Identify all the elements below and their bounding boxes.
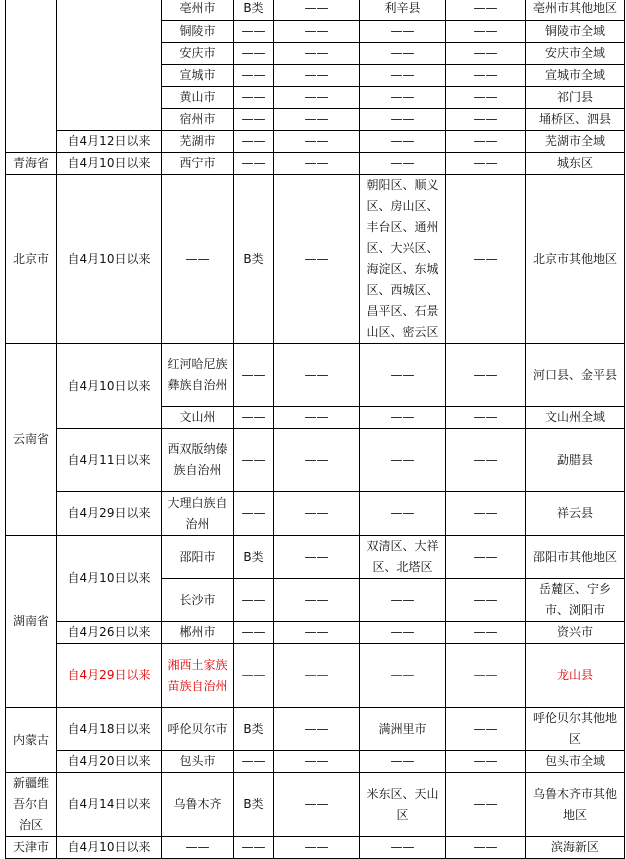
class-cell: —— (234, 622, 274, 644)
area-cell: 北京市其他地区 (526, 175, 625, 344)
col7-cell: —— (446, 131, 526, 153)
class-cell: —— (234, 344, 274, 407)
col5-cell: —— (274, 536, 360, 579)
class-cell: B类 (234, 0, 274, 21)
col6-cell: —— (360, 579, 446, 622)
col5-cell: —— (274, 837, 360, 859)
province-cell: 青海省 (6, 153, 57, 175)
col7-cell: —— (446, 0, 526, 21)
area-cell: 资兴市 (526, 622, 625, 644)
class-cell: —— (234, 87, 274, 109)
col6-cell: —— (360, 43, 446, 65)
city-cell: 包头市 (162, 751, 234, 773)
col6-cell: —— (360, 109, 446, 131)
date-cell: 自4月14日以来 (57, 773, 162, 837)
city-cell: 呼伦贝尔市 (162, 708, 234, 751)
col7-cell: —— (446, 644, 526, 708)
col5-cell: —— (274, 0, 360, 21)
col6-cell: —— (360, 131, 446, 153)
col5-cell: —— (274, 87, 360, 109)
col7-cell: —— (446, 344, 526, 407)
city-cell: 黄山市 (162, 87, 234, 109)
class-cell: B类 (234, 708, 274, 751)
col6-cell: 米东区、天山区 (360, 773, 446, 837)
date-cell: 自4月26日以来 (57, 622, 162, 644)
city-cell: 邵阳市 (162, 536, 234, 579)
area-cell: 宣城市全域 (526, 65, 625, 87)
area-cell: 乌鲁木齐市其他地区 (526, 773, 625, 837)
class-cell: —— (234, 109, 274, 131)
city-cell: —— (162, 175, 234, 344)
col5-cell: —— (274, 175, 360, 344)
class-cell: —— (234, 429, 274, 492)
area-cell: 文山州全域 (526, 407, 625, 429)
area-cell: 埇桥区、泗县 (526, 109, 625, 131)
col5-cell: —— (274, 109, 360, 131)
col6-cell: —— (360, 492, 446, 536)
area-cell: 包头市全域 (526, 751, 625, 773)
city-cell: 宣城市 (162, 65, 234, 87)
date-cell: 自4月10日以来 (57, 837, 162, 859)
area-cell: 滨海新区 (526, 837, 625, 859)
province-cell: 云南省 (6, 344, 57, 536)
date-cell: 自4月18日以来 (57, 708, 162, 751)
class-cell: B类 (234, 175, 274, 344)
col6-cell: —— (360, 344, 446, 407)
city-cell: 文山州 (162, 407, 234, 429)
table-row (6, 153, 625, 175)
col7-cell: —— (446, 65, 526, 87)
city-cell: 铜陵市 (162, 21, 234, 43)
area-cell: 亳州市其他地区 (526, 0, 625, 21)
date-cell: 自4月29日以来 (57, 492, 162, 536)
province-cell: 新疆维吾尔自治区 (6, 773, 57, 837)
col7-cell: —— (446, 407, 526, 429)
col6-cell: —— (360, 65, 446, 87)
class-cell: —— (234, 837, 274, 859)
col7-cell: —— (446, 87, 526, 109)
col7-cell: —— (446, 175, 526, 344)
city-cell: 郴州市 (162, 622, 234, 644)
col7-cell: —— (446, 536, 526, 579)
table-row (6, 536, 625, 579)
col6-cell: —— (360, 153, 446, 175)
date-cell: 自4月20日以来 (57, 751, 162, 773)
date-cell: 自4月12日以来 (57, 131, 162, 153)
area-cell: 呼伦贝尔其他地区 (526, 708, 625, 751)
table-row-highlighted (6, 644, 625, 708)
col6-cell: —— (360, 622, 446, 644)
area-cell: 安庆市全域 (526, 43, 625, 65)
col5-cell: —— (274, 579, 360, 622)
city-cell: 大理白族自治州 (162, 492, 234, 536)
region-table (5, 0, 625, 859)
date-cell (57, 0, 162, 131)
date-cell: 自4月10日以来 (57, 344, 162, 429)
date-cell: 自4月29日以来 (57, 644, 162, 708)
col6-cell: —— (360, 21, 446, 43)
col7-cell: —— (446, 153, 526, 175)
col6-cell: —— (360, 87, 446, 109)
class-cell: —— (234, 131, 274, 153)
city-cell: 乌鲁木齐 (162, 773, 234, 837)
date-cell: 自4月10日以来 (57, 153, 162, 175)
col7-cell: —— (446, 773, 526, 837)
col5-cell: —— (274, 708, 360, 751)
city-cell: 红河哈尼族彝族自治州 (162, 344, 234, 407)
city-cell: 亳州市 (162, 0, 234, 21)
date-cell: 自4月11日以来 (57, 429, 162, 492)
col7-cell: —— (446, 429, 526, 492)
col7-cell: —— (446, 708, 526, 751)
province-cell: 湖南省 (6, 536, 57, 708)
province-cell: 内蒙古 (6, 708, 57, 773)
area-cell: 芜湖市全域 (526, 131, 625, 153)
col5-cell: —— (274, 644, 360, 708)
class-cell: —— (234, 492, 274, 536)
area-cell: 岳麓区、宁乡市、浏阳市 (526, 579, 625, 622)
province-cell (6, 0, 57, 153)
col6-cell: 满洲里市 (360, 708, 446, 751)
area-cell: 祁门县 (526, 87, 625, 109)
col5-cell: —— (274, 429, 360, 492)
col6-cell: —— (360, 407, 446, 429)
table-row (6, 0, 625, 21)
col6-cell: 利辛县 (360, 0, 446, 21)
col5-cell: —— (274, 751, 360, 773)
table-row (6, 837, 625, 859)
class-cell: —— (234, 43, 274, 65)
class-cell: —— (234, 579, 274, 622)
table-row (6, 708, 625, 751)
col5-cell: —— (274, 21, 360, 43)
col7-cell: —— (446, 21, 526, 43)
class-cell: —— (234, 65, 274, 87)
city-cell: 长沙市 (162, 579, 234, 622)
col7-cell: —— (446, 579, 526, 622)
city-cell: 湘西土家族苗族自治州 (162, 644, 234, 708)
class-cell: —— (234, 21, 274, 43)
table-row (6, 773, 625, 837)
table-row (6, 175, 625, 344)
col5-cell: —— (274, 43, 360, 65)
col5-cell: —— (274, 492, 360, 536)
date-cell: 自4月10日以来 (57, 536, 162, 622)
col6-cell: —— (360, 429, 446, 492)
col7-cell: —— (446, 109, 526, 131)
table-row (6, 131, 625, 153)
col5-cell: —— (274, 131, 360, 153)
city-cell: —— (162, 837, 234, 859)
class-cell: —— (234, 751, 274, 773)
area-cell: 祥云县 (526, 492, 625, 536)
city-cell: 西双版纳傣族自治州 (162, 429, 234, 492)
province-cell: 天津市 (6, 837, 57, 859)
city-cell: 安庆市 (162, 43, 234, 65)
col5-cell: —— (274, 622, 360, 644)
col7-cell: —— (446, 622, 526, 644)
area-cell: 城东区 (526, 153, 625, 175)
area-cell: 铜陵市全域 (526, 21, 625, 43)
col6-cell: —— (360, 751, 446, 773)
area-cell: 邵阳市其他地区 (526, 536, 625, 579)
col5-cell: —— (274, 344, 360, 407)
table-row (6, 344, 625, 407)
col6-cell: 朝阳区、顺义区、房山区、丰台区、通州区、大兴区、海淀区、东城区、西城区、昌平区、石景山区、密云区 (360, 175, 446, 344)
col5-cell: —— (274, 407, 360, 429)
class-cell: —— (234, 153, 274, 175)
area-cell: 勐腊县 (526, 429, 625, 492)
table-row (6, 492, 625, 536)
col7-cell: —— (446, 837, 526, 859)
date-cell: 自4月10日以来 (57, 175, 162, 344)
city-cell: 宿州市 (162, 109, 234, 131)
area-cell: 河口县、金平县 (526, 344, 625, 407)
class-cell: —— (234, 644, 274, 708)
class-cell: —— (234, 407, 274, 429)
col5-cell: —— (274, 153, 360, 175)
table-row (6, 429, 625, 492)
province-cell: 北京市 (6, 175, 57, 344)
col6-cell: —— (360, 644, 446, 708)
col6-cell: —— (360, 837, 446, 859)
class-cell: B类 (234, 536, 274, 579)
table-row (6, 622, 625, 644)
city-cell: 西宁市 (162, 153, 234, 175)
class-cell: B类 (234, 773, 274, 837)
area-cell: 龙山县 (526, 644, 625, 708)
col5-cell: —— (274, 773, 360, 837)
table-row (6, 751, 625, 773)
col7-cell: —— (446, 492, 526, 536)
col5-cell: —— (274, 65, 360, 87)
col7-cell: —— (446, 751, 526, 773)
city-cell: 芜湖市 (162, 131, 234, 153)
col6-cell: 双清区、大祥区、北塔区 (360, 536, 446, 579)
col7-cell: —— (446, 43, 526, 65)
